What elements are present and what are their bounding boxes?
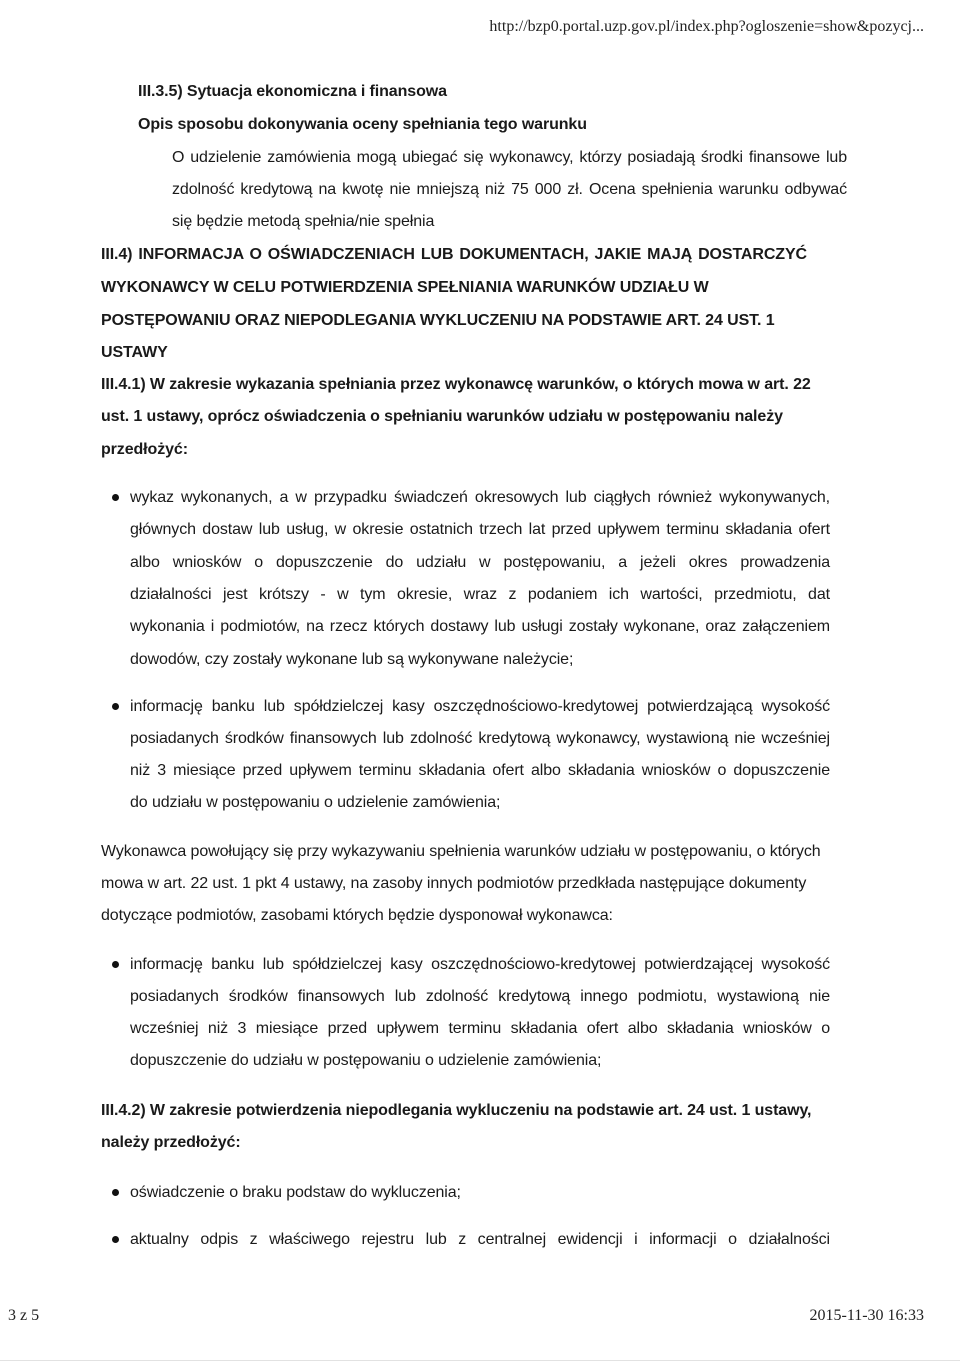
text-line: zdolność kredytową na kwotę nie mniejszą niż 75 000 zł. Ocena spełnienia warunku odbywać	[172, 181, 847, 198]
bullet-icon	[112, 961, 119, 968]
bullet-icon	[112, 1236, 119, 1243]
section-heading-line: USTAWY	[101, 344, 168, 361]
bullet-icon	[112, 703, 119, 710]
page-number: 3 z 5	[8, 1307, 40, 1324]
list-item-line: aktualny odpis z właściwego rejestru lub z centralnej ewidencji i informacji o działalności	[130, 1231, 830, 1248]
section-subtitle: Opis sposobu dokonywania oceny spełniania tego warunku	[138, 116, 587, 133]
page-url: http://bzp0.portal.uzp.gov.pl/index.php?ogloszenie=show&pozycj...	[489, 18, 924, 35]
paragraph-line: dotyczące podmiotów, zasobami których będzie dysponował wykonawca:	[101, 907, 613, 924]
list-item-line: niż 3 miesiące przed upływem terminu składania ofert albo składania wniosków o dopuszczenie	[130, 762, 830, 779]
section-heading-line: WYKONAWCY W CELU POTWIERDZENIA SPEŁNIANIA WARUNKÓW UDZIAŁU W	[101, 279, 709, 296]
bullet-icon	[112, 1189, 119, 1196]
bullet-icon	[112, 494, 119, 501]
list-item-line: głównych dostaw lub usług, w okresie ostatnich trzech lat przed upływem terminu składania ofert	[130, 521, 830, 538]
list-item-line: informację banku lub spółdzielczej kasy oszczędnościowo-kredytowej potwierdzającej wysokość	[130, 956, 830, 973]
list-item-line: albo wniosków o dopuszczenie do udziału w postępowaniu, a jeżeli okres prowadzenia	[130, 554, 830, 571]
text-line: się będzie metodą spełnia/nie spełnia	[172, 213, 435, 230]
paragraph-line: Wykonawca powołujący się przy wykazywaniu spełnienia warunków udziału w postępowaniu, o których	[101, 843, 821, 860]
print-timestamp: 2015-11-30 16:33	[809, 1307, 924, 1324]
section-heading-line: POSTĘPOWANIU ORAZ NIEPODLEGANIA WYKLUCZENIU NA PODSTAWIE ART. 24 UST. 1	[101, 312, 775, 329]
footer-divider	[0, 1360, 960, 1361]
list-item-line: dopuszczenie do udziału w postępowaniu o udzielenie zamówienia;	[130, 1052, 602, 1069]
list-item-line: oświadczenie o braku podstaw do wykluczenia;	[130, 1184, 461, 1201]
list-item-line: działalności jest krótszy - w tym okresie, wraz z podaniem ich wartości, przedmiotu, dat	[130, 586, 830, 603]
list-item-line: do udziału w postępowaniu o udzielenie zamówienia;	[130, 794, 501, 811]
list-item-line: posiadanych środków finansowych lub zdolność kredytową wykonawcy, wystawioną nie wcześniej	[130, 730, 830, 747]
list-item-line: posiadanych środków finansowych lub zdolność kredytową innego podmiotu, wystawioną nie	[130, 988, 830, 1005]
subsection-heading-line: III.4.1) W zakresie wykazania spełniania przez wykonawcę warunków, o których mowa w art. 22	[101, 376, 811, 393]
subsection-heading-line: ust. 1 ustawy, oprócz oświadczenia o spełnianiu warunków udziału w postępowaniu należy	[101, 408, 783, 425]
text-line: O udzielenie zamówienia mogą ubiegać się wykonawcy, którzy posiadają środki finansowe lub	[172, 149, 847, 166]
subsection-heading-line: III.4.2) W zakresie potwierdzenia niepodlegania wykluczeniu na podstawie art. 24 ust. 1 ustawy,	[101, 1102, 812, 1119]
list-item-line: wykaz wykonanych, a w przypadku świadczeń okresowych lub ciągłych również wykonywanych,	[130, 489, 830, 506]
section-title: III.3.5) Sytuacja ekonomiczna i finansowa	[138, 83, 447, 100]
list-item-line: wcześniej niż 3 miesiące przed upływem terminu składania ofert albo składania wniosków o	[130, 1020, 830, 1037]
subsection-heading-line: przedłożyć:	[101, 441, 188, 458]
paragraph-line: mowa w art. 22 ust. 1 pkt 4 ustawy, na zasoby innych podmiotów przedkłada następujące dokumenty	[101, 875, 807, 892]
list-item-line: dowodów, czy zostały wykonane lub są wykonywane należycie;	[130, 651, 574, 668]
subsection-heading-line: należy przedłożyć:	[101, 1134, 241, 1151]
list-item-line: informację banku lub spółdzielczej kasy oszczędnościowo-kredytowej potwierdzającą wysokość	[130, 698, 830, 715]
list-item-line: wykonania i podmiotów, na rzecz których dostawy lub usługi zostały wykonane, oraz załączeniem	[130, 618, 830, 635]
section-heading-line: III.4) INFORMACJA O OŚWIADCZENIACH LUB DOKUMENTACH, JAKIE MAJĄ DOSTARCZYĆ	[101, 246, 807, 263]
